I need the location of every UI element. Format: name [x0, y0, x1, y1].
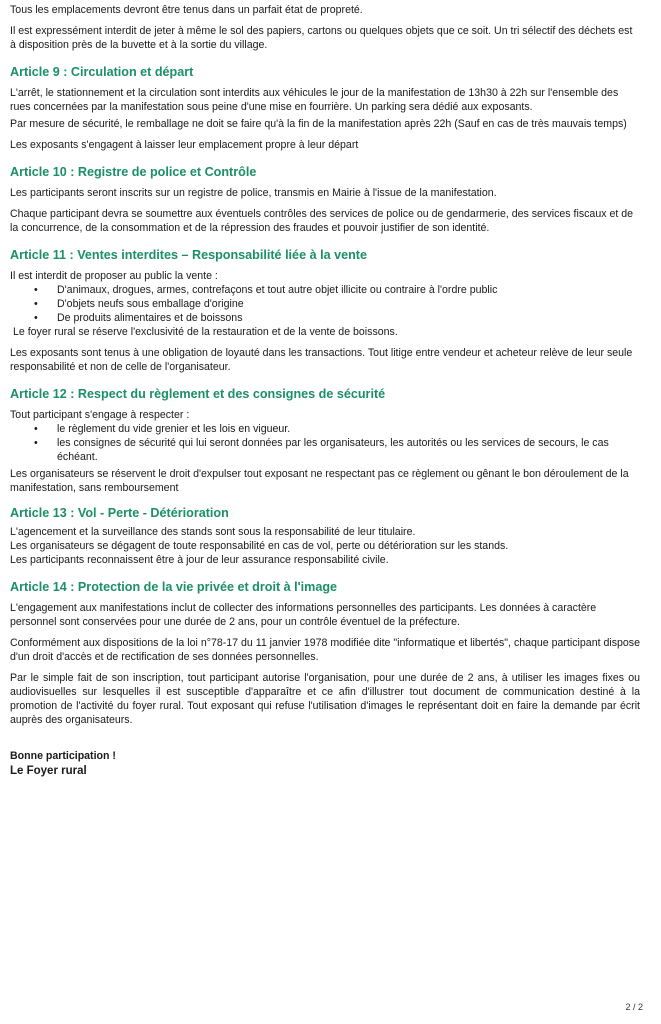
- list-item-text: D'animaux, drogues, armes, contrefaçons et tout autre objet illicite ou contraire à l'ordre public: [57, 284, 498, 296]
- bullet-icon: •: [34, 437, 38, 449]
- list-item: [10, 283, 640, 297]
- list-item: [10, 311, 640, 325]
- bullet-icon: •: [34, 312, 38, 324]
- article-paragraph: Les participants seront inscrits sur un registre de police, transmis en Mairie à l'issue de la manifestation.: [10, 187, 497, 199]
- article-paragraph: Les exposants s'engagent à laisser leur emplacement propre à leur départ: [10, 139, 359, 151]
- document-page: [10, 3, 640, 779]
- list-item-text: D'objets neufs sous emballage d'origine: [57, 298, 244, 310]
- signature: Le Foyer rural: [10, 765, 87, 777]
- closing-greeting: Bonne participation !: [10, 750, 116, 762]
- article-paragraph: Tout participant s'engage à respecter :: [10, 409, 190, 421]
- list-item-text: De produits alimentaires et de boissons: [57, 312, 243, 324]
- intro-paragraph: Tous les emplacements devront être tenus dans un parfait état de propreté.: [10, 4, 363, 16]
- bullet-icon: •: [34, 284, 38, 296]
- article-13: [10, 505, 640, 567]
- bullet-icon: •: [34, 298, 38, 310]
- intro-paragraph: Il est expressément interdit de jeter à même le sol des papiers, cartons ou quelques objets que ce soit. Un tri sélectif des déchets est à disposition près de la buvette et à la sortie du village.: [10, 25, 633, 51]
- article-paragraph: Les participants reconnaissent être à jour de leur assurance responsabilité civile.: [10, 554, 389, 566]
- article-heading: Article 11 : Ventes interdites – Responsabilité liée à la vente: [10, 248, 367, 262]
- article-heading: Article 13 : Vol - Perte - Détérioration: [10, 506, 229, 520]
- article-paragraph: Par mesure de sécurité, le remballage ne doit se faire qu'à la fin de la manifestation après 22h (Sauf en cas de très mauvais temps): [10, 118, 627, 130]
- article-11: [10, 247, 640, 374]
- rules-list: [10, 422, 640, 464]
- article-10: [10, 164, 640, 235]
- article-paragraph: L'arrêt, le stationnement et la circulation sont interdits aux véhicules le jour de la manifestation de 13h30 à 22h sur l'ensemble des rues concernées par la manifestation sous peine d'une mise en fourrière. Un parking sera dédié aux exposants.: [10, 87, 619, 113]
- article-paragraph: Le foyer rural se réserve l'exclusivité de la restauration et de la vente de boissons.: [13, 326, 398, 338]
- list-item-text: les consignes de sécurité qui lui seront données par les organisateurs, les autorités ou les services de secours, le cas échéant.: [57, 437, 609, 463]
- prohibited-items-list: [10, 283, 640, 325]
- article-paragraph: L'agencement et la surveillance des stands sont sous la responsabilité de leur titulaire.: [10, 526, 416, 538]
- article-paragraph: L'engagement aux manifestations inclut de collecter des informations personnelles des participants. Les données à caractère personnel sont conservées pour une durée de 2 ans, pour un contrôle éventuel de la préfecture.: [10, 602, 597, 628]
- article-heading: Article 14 : Protection de la vie privée et droit à l'image: [10, 580, 338, 594]
- article-heading: Article 12 : Respect du règlement et des consignes de sécurité: [10, 387, 386, 401]
- article-12: [10, 386, 640, 495]
- list-item: [10, 297, 640, 311]
- article-paragraph: Chaque participant devra se soumettre aux éventuels contrôles des services de police ou de gendarmerie, des services fiscaux et de la concurrence, de la consommation et de la répression des fraudes et pouvoir justifier de son identité.: [10, 208, 634, 234]
- article-heading: Article 10 : Registre de police et Contrôle: [10, 165, 257, 179]
- article-paragraph: Les organisateurs se dégagent de toute responsabilité en cas de vol, perte ou détérioration sur les stands.: [10, 540, 509, 552]
- bullet-icon: •: [34, 423, 38, 435]
- page-number: 2 / 2: [625, 1002, 643, 1012]
- article-9: [10, 64, 640, 152]
- list-item-text: le règlement du vide grenier et les lois en vigueur.: [57, 423, 291, 435]
- list-item: [10, 436, 640, 464]
- article-paragraph: Par le simple fait de son inscription, tout participant autorise l'organisation, pour une durée de 2 ans, à utiliser les images fixes ou audiovisuelles sur lesquelles il est susceptible d'apparaître et ce afin d'illustrer tout document de communication destiné à la promotion de l'activité du foyer rural. Tout exposant qui refuse l'utilisation d'images le représentant doit en faire la demande par écrit auprès des organisateurs.: [10, 672, 640, 726]
- article-heading: Article 9 : Circulation et départ: [10, 65, 194, 79]
- article-14: [10, 579, 640, 727]
- article-paragraph: Les exposants sont tenus à une obligation de loyauté dans les transactions. Tout litige entre vendeur et acheteur relève de leur seule responsabilité et non de celle de l'organisateur.: [10, 347, 633, 373]
- article-paragraph: Conformément aux dispositions de la loi n°78-17 du 11 janvier 1978 modifiée dite "informatique et libertés", chaque participant dispose d'un droit d'accès et de rectification de ses données personnelles.: [10, 637, 640, 663]
- article-paragraph: Il est interdit de proposer au public la vente :: [10, 270, 218, 282]
- article-paragraph: Les organisateurs se réservent le droit d'expulser tout exposant ne respectant pas ce règlement ou gênant le bon déroulement de la manifestation, sans remboursement: [10, 468, 629, 494]
- list-item: [10, 422, 640, 436]
